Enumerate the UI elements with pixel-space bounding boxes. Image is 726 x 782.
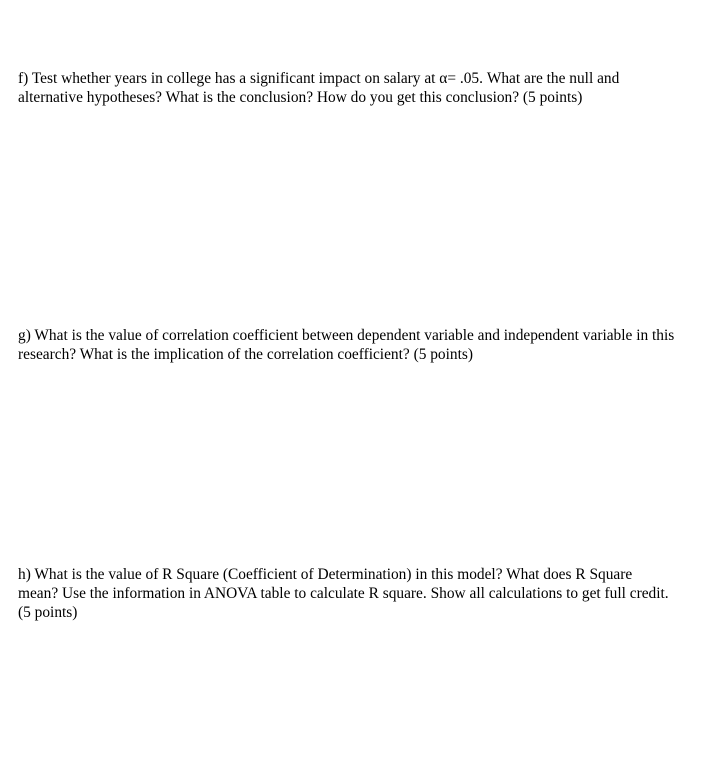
- question-h: h) What is the value of R Square (Coefficient of Determination) in this model? What does R Square mean? Use the information in ANOVA table to calculate R square. Show all calculations to get full credit. (5 points): [18, 566, 669, 621]
- question-g: g) What is the value of correlation coefficient between dependent variable and independent variable in this research? What is the implication of the correlation coefficient? (5 points): [18, 327, 675, 363]
- question-f: f) Test whether years in college has a significant impact on salary at α= .05. What are the null and alternative hypotheses? What is the conclusion? How do you get this conclusion? (5 points): [18, 70, 620, 106]
